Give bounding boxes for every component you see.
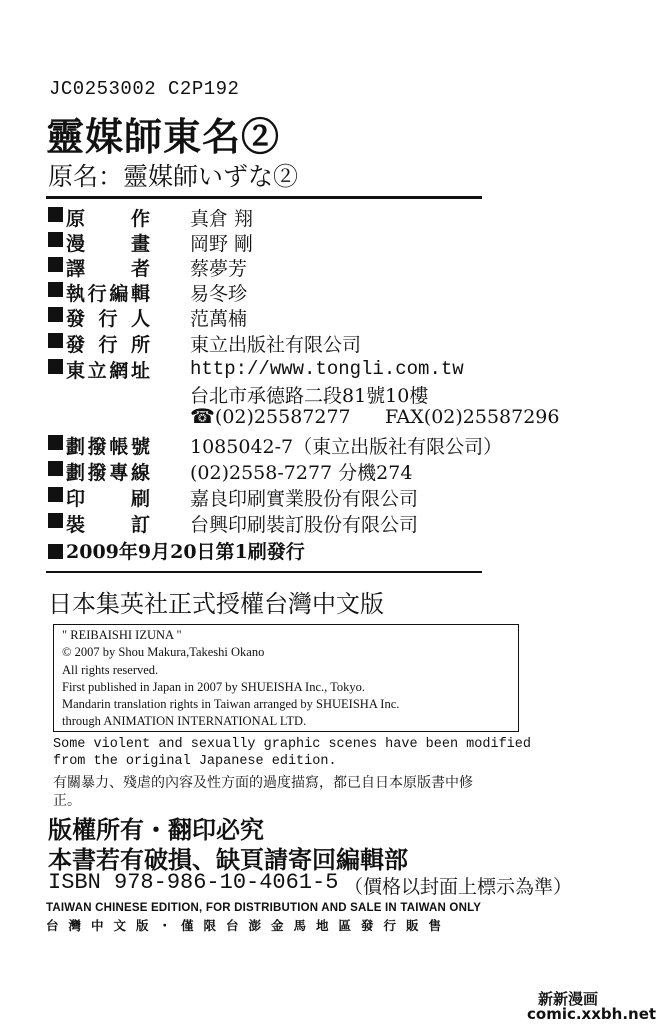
credit-label-website: 東立網址 [48,356,150,383]
credit-label-author: 原 作 [48,204,150,231]
bullet-square-icon [48,544,63,559]
distribution-chinese: 台灣中文版・僅限台澎金馬地區發行販售 [46,918,452,933]
credit-label-translator: 譯 者 [48,254,150,281]
watermark-url: comic.xxbh.net [527,1005,657,1023]
rights-notice: 版權所有・翻印必究 [48,815,264,844]
distribution-english: TAIWAN CHINESE EDITION, FOR DISTRIBUTION AND SALE IN TAIWAN ONLY [46,902,482,914]
credit-value-printing: 嘉良印刷實業股份有限公司 [190,488,419,510]
fax-number: FAX(02)25587296 [385,406,560,428]
telephone-icon: ☎(02)25587277 [190,404,351,428]
credit-label-publishing-house: 發行所 [48,330,150,357]
bullet-square-icon [48,282,63,297]
bullet-square-icon [48,257,63,272]
credit-label-publisher: 發行人 [48,304,150,331]
copyright-line: " REIBAISHI IZUNA " [62,628,182,642]
copyright-line: through ANIMATION INTERNATIONAL LTD. [62,714,307,728]
copyright-line: © 2007 by Shou Makura,Takeshi Okano [62,645,265,659]
credit-value-binding: 台興印刷裝訂股份有限公司 [190,514,419,536]
bullet-square-icon [48,333,63,348]
copyright-line: All rights reserved. [62,663,159,677]
isbn: ISBN 978-986-10-4061-5 [48,870,339,895]
copyright-line: First published in Japan in 2007 by SHUEISHA Inc., Tokyo. [62,680,366,694]
bullet-square-icon [48,359,63,374]
credit-label-editor: 執行編輯 [48,279,150,306]
product-code: JC0253002 C2P192 [49,78,240,100]
bullet-square-icon [48,435,63,450]
copyright-line: Mandarin translation rights in Taiwan arranged by SHUEISHA Inc. [62,697,400,711]
book-title: 靈媒師東名② [46,114,281,159]
credit-value-editor: 易冬珍 [190,283,248,305]
credit-label-transfer-line: 劃撥專線 [48,458,150,485]
credit-value-transfer-account: 1085042-7（東立出版社有限公司） [190,436,503,458]
phone-number: (02)25587277 [214,406,351,428]
warning-chinese: 有關暴力、殘虐的內容及性方面的過度描寫，都已自日本原版書中修 [53,775,473,791]
original-title: 原名：靈媒師いずな② [48,162,299,191]
credit-value-translator: 蔡夢芳 [190,258,248,280]
credit-value-publishing-house: 東立出版社有限公司 [190,334,362,356]
credit-value-artist: 岡野 剛 [190,233,254,255]
website-url: http://www.tongli.com.tw [190,358,464,380]
first-print-date: 2009年9月20日第1刷發行 [48,537,305,564]
credit-label-printing: 印 刷 [48,484,150,511]
bullet-square-icon [48,207,63,222]
address: 台北市承德路二段81號10樓 [190,385,429,407]
credit-value-author: 真倉 翔 [190,208,254,230]
credit-label-transfer-account: 劃撥帳號 [48,432,150,459]
credit-label-artist: 漫 畫 [48,229,150,256]
bullet-square-icon [48,487,63,502]
damage-notice: 本書若有破損、缺頁請寄回編輯部 [48,845,408,874]
watermark-title: 新新漫画 [538,990,599,1008]
credit-value-transfer-line: (02)2558-7277 分機274 [190,462,413,484]
bullet-square-icon [48,461,63,476]
credit-value-publisher: 范萬楠 [190,308,248,330]
warning-chinese: 正。 [53,793,81,809]
bullet-square-icon [48,232,63,247]
title-divider [46,196,482,199]
section-divider [46,571,482,573]
price-note: （價格以封面上標示為準） [344,876,573,898]
bullet-square-icon [48,513,63,528]
bullet-square-icon [48,307,63,322]
credit-label-binding: 裝 訂 [48,510,150,537]
authorization-notice: 日本集英社正式授權台灣中文版 [48,590,384,618]
warning-english: from the original Japanese edition. [53,754,337,769]
warning-english: Some violent and sexually graphic scenes have been modified [53,737,531,752]
